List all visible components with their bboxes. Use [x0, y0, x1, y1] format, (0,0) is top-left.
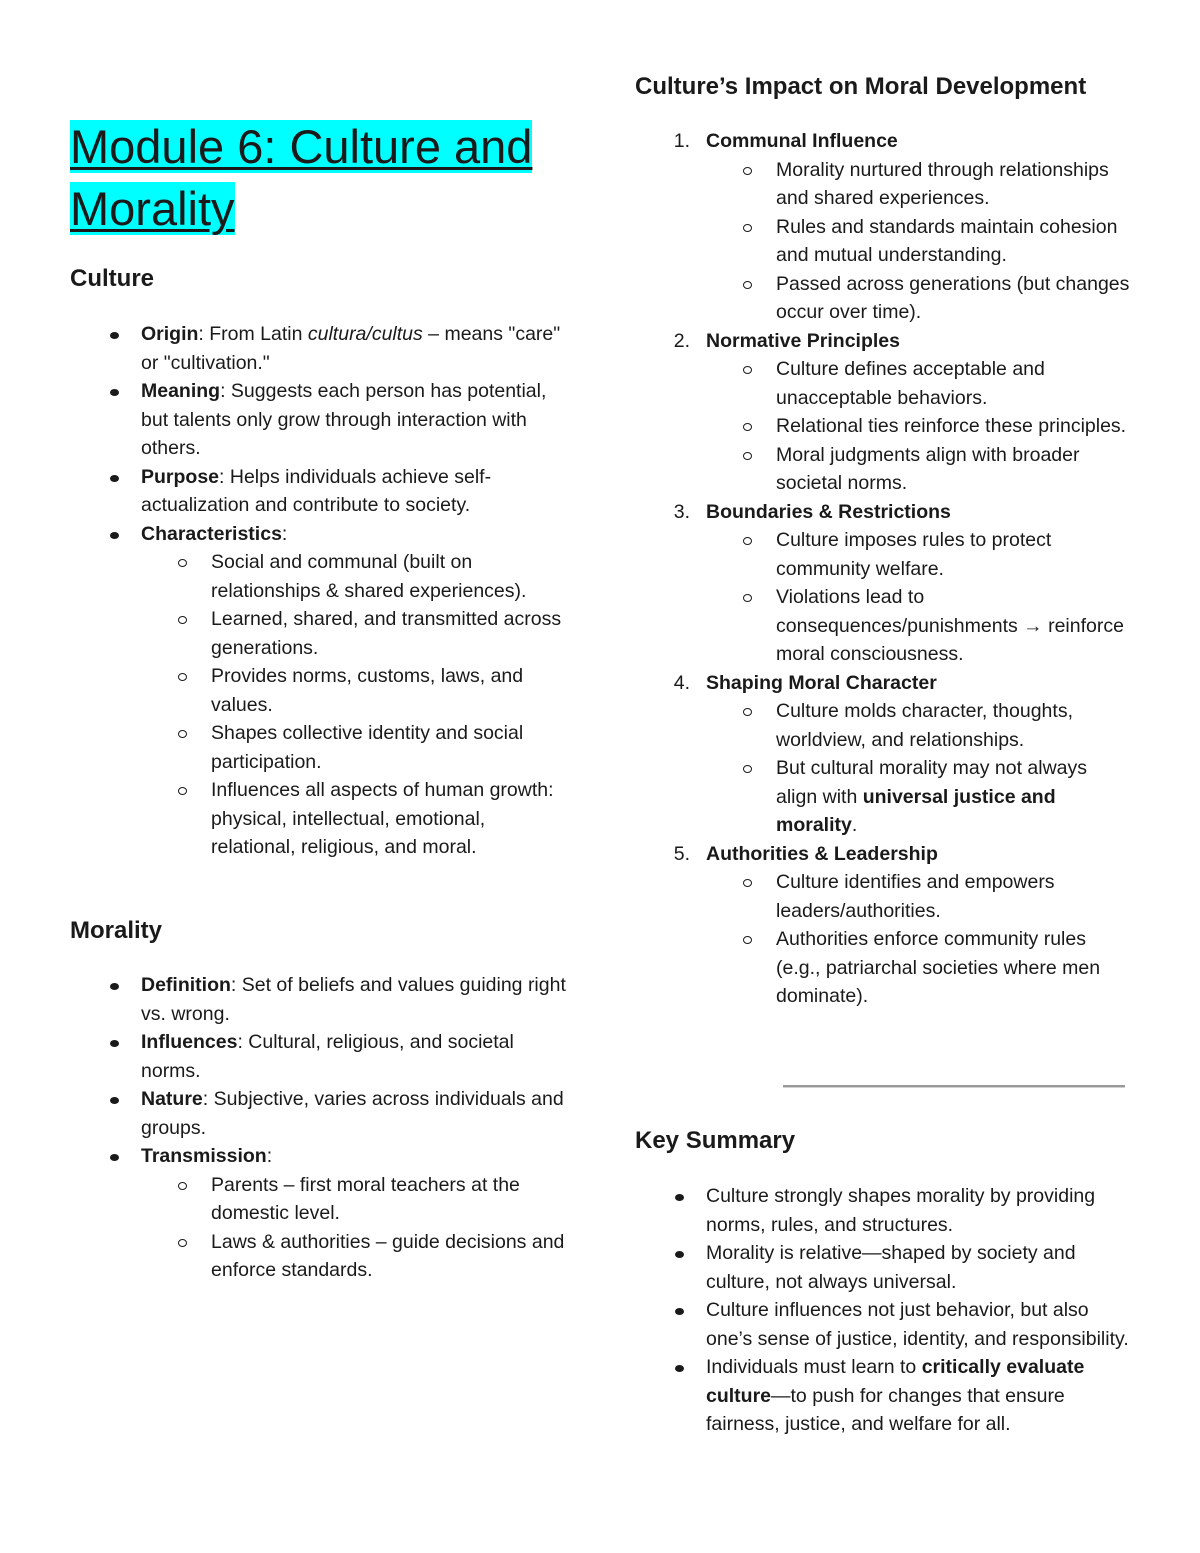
bullet-icon [743, 366, 752, 374]
list-item: Culture influences not just behavior, but also one’s sense of justice, identity, and responsibility. [635, 1296, 1130, 1353]
culture-heading: Culture [70, 265, 154, 292]
list-item: Culture strongly shapes morality by providing norms, rules, and structures. [635, 1182, 1130, 1239]
summary-list [635, 1182, 1130, 1439]
list-item: Rules and standards maintain cohesion and mutual understanding. [635, 213, 1130, 270]
bullet-icon [743, 281, 752, 289]
list-item: Social and communal (built on relationships & shared experiences). [70, 548, 570, 605]
bullet-icon [110, 389, 119, 396]
list-item: 4. Shaping Moral Character [673, 671, 937, 694]
list-item: Provides norms, customs, laws, and values. [70, 662, 570, 719]
impact-heading: Culture’s Impact on Moral Development [635, 73, 1087, 100]
bullet-icon [743, 423, 752, 431]
bullet-icon [110, 532, 119, 539]
list-item: Morality is relative—shaped by society and culture, not always universal. [635, 1239, 1130, 1296]
list-item: Passed across generations (but changes occur over time). [635, 270, 1130, 327]
list-item: 1. Communal Influence [673, 130, 898, 152]
bullet-icon [675, 1251, 684, 1258]
list-item: Origin: From Latin cultura/cultus – means "care" or "cultivation." [70, 320, 570, 377]
bullet-icon [743, 452, 752, 460]
bullet-icon [178, 616, 187, 624]
page-title: Module 6: Culture and Morality [70, 120, 533, 235]
summary-heading: Key Summary [635, 1127, 796, 1154]
list-item: Relational ties reinforce these principles. [635, 412, 1130, 441]
impact-list [635, 127, 1130, 1011]
list-item: But cultural morality may not always align with universal justice and morality. [635, 754, 1130, 840]
bullet-icon [743, 936, 752, 944]
bullet-icon [178, 1182, 187, 1190]
bullet-icon [743, 167, 752, 175]
list-item: Culture imposes rules to protect community welfare. [635, 526, 1130, 583]
list-item: Individuals must learn to critically evaluate culture—to push for changes that ensure fairness, justice, and welfare for all. [635, 1353, 1130, 1439]
bullet-icon [110, 983, 119, 990]
list-item: Definition: Set of beliefs and values guiding right vs. wrong. [70, 971, 570, 1028]
bullet-icon [110, 332, 119, 339]
list-item: Purpose: Helps individuals achieve self-actualization and contribute to society. [70, 463, 570, 520]
bullet-icon [178, 559, 187, 567]
list-item: Culture identifies and empowers leaders/authorities. [635, 868, 1130, 925]
bullet-icon [178, 673, 187, 681]
bullet-icon [178, 730, 187, 738]
bullet-icon [675, 1194, 684, 1201]
list-item: Morality nurtured through relationships and shared experiences. [635, 156, 1130, 213]
list-item: Culture molds character, thoughts, worldview, and relationships. [635, 697, 1130, 754]
list-item: Learned, shared, and transmitted across generations. [70, 605, 570, 662]
list-item: Influences: Cultural, religious, and societal norms. [70, 1028, 570, 1085]
bullet-icon [110, 475, 119, 482]
list-item: Influences all aspects of human growth: physical, intellectual, emotional, relational, religious, and moral. [70, 776, 570, 862]
bullet-icon [675, 1308, 684, 1315]
morality-list [70, 971, 570, 1285]
bullet-icon [110, 1040, 119, 1047]
bullet-icon [743, 765, 752, 773]
bullet-icon [743, 537, 752, 545]
list-item: Authorities enforce community rules (e.g., patriarchal societies where men dominate). [635, 925, 1130, 1011]
morality-heading: Morality [70, 917, 163, 944]
bullet-icon [110, 1154, 119, 1161]
bullet-icon [743, 224, 752, 232]
list-item: 3. Boundaries & Restrictions [673, 500, 951, 523]
bullet-icon [743, 879, 752, 887]
culture-list [70, 320, 570, 862]
list-item: Meaning: Suggests each person has potential, but talents only grow through interaction with others. [70, 377, 570, 463]
bullet-icon [743, 594, 752, 602]
list-item: Violations lead to consequences/punishments → reinforce moral consciousness. [635, 583, 1130, 669]
list-item: Laws & authorities – guide decisions and enforce standards. [70, 1228, 570, 1285]
list-item: Transmission: [70, 1142, 570, 1171]
list-item: 2. Normative Principles [673, 329, 900, 352]
list-item: Nature: Subjective, varies across individuals and groups. [70, 1085, 570, 1142]
list-item: Characteristics: [70, 520, 570, 549]
list-item: Parents – first moral teachers at the domestic level. [70, 1171, 570, 1228]
list-item: Culture defines acceptable and unacceptable behaviors. [635, 355, 1130, 412]
bullet-icon [743, 708, 752, 716]
list-item: 5. Authorities & Leadership [673, 842, 938, 865]
horizontal-divider-shadow [783, 1087, 1125, 1088]
list-item: Shapes collective identity and social participation. [70, 719, 570, 776]
bullet-icon [178, 1239, 187, 1247]
bullet-icon [110, 1097, 119, 1104]
bullet-icon [675, 1365, 684, 1372]
list-item: Moral judgments align with broader societal norms. [635, 441, 1130, 498]
bullet-icon [178, 787, 187, 795]
